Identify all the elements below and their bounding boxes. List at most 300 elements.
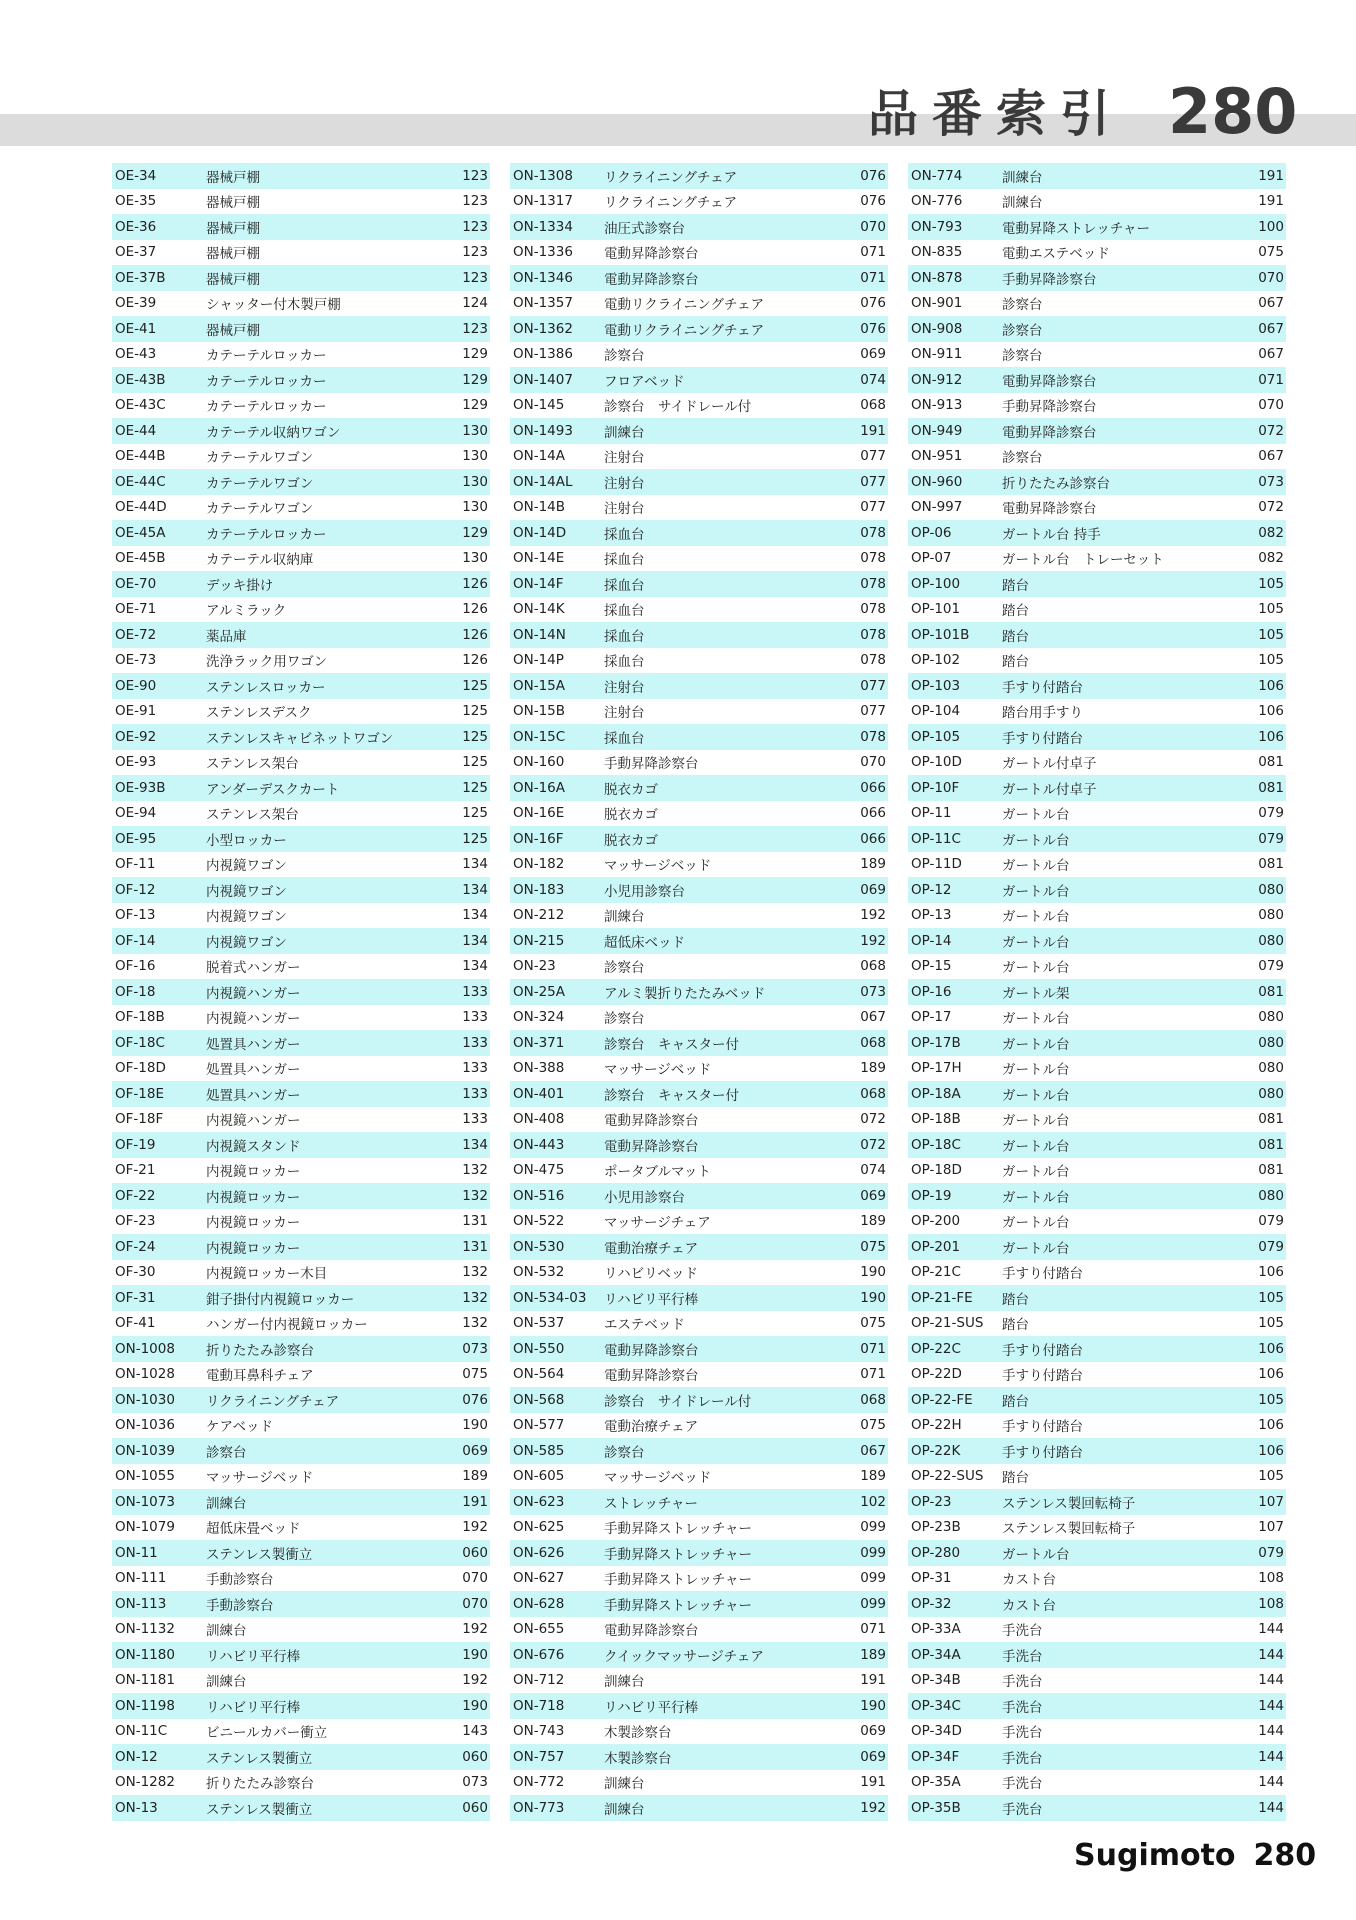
product-code: OE-37B <box>115 269 166 286</box>
index-row <box>908 571 1286 597</box>
product-name: 手洗台 <box>1002 1623 1043 1640</box>
product-code: OF-18D <box>115 1060 166 1077</box>
index-row <box>908 418 1286 444</box>
index-row <box>112 826 490 852</box>
product-code: ON-568 <box>513 1391 565 1408</box>
product-name: 内視鏡ワゴン <box>206 909 287 926</box>
product-name: 訓練台 <box>206 1623 247 1640</box>
product-name: 内視鏡ワゴン <box>206 934 287 951</box>
index-row <box>510 163 888 189</box>
page-ref: 077 <box>860 677 886 694</box>
page-ref: 079 <box>1258 958 1284 975</box>
product-name: 器械戸棚 <box>206 220 260 237</box>
index-row <box>112 444 490 470</box>
product-name: 手すり付踏台 <box>1002 730 1083 747</box>
product-name: ガートル台 <box>1002 1087 1070 1104</box>
index-row <box>112 1515 490 1541</box>
footer <box>1074 1838 1316 1873</box>
page-ref: 144 <box>1258 1723 1284 1740</box>
product-code: OP-18A <box>911 1085 961 1102</box>
page-ref: 144 <box>1258 1799 1284 1816</box>
page-ref: 107 <box>1258 1493 1284 1510</box>
index-row <box>112 877 490 903</box>
product-code: OP-200 <box>911 1213 961 1230</box>
product-name: 脱着式ハンガー <box>206 960 301 977</box>
page-title <box>868 78 1124 142</box>
product-code: ON-1407 <box>513 371 573 388</box>
index-row <box>908 1005 1286 1031</box>
product-code: OE-45A <box>115 524 166 541</box>
product-code: ON-388 <box>513 1060 565 1077</box>
product-code: ON-1181 <box>115 1672 175 1689</box>
page-ref: 068 <box>860 397 886 414</box>
index-row <box>908 469 1286 495</box>
product-code: OE-39 <box>115 295 157 312</box>
product-name: 採血台 <box>604 552 645 569</box>
product-code: ON-16A <box>513 779 566 796</box>
page-ref: 105 <box>1258 601 1284 618</box>
page-ref: 077 <box>860 703 886 720</box>
index-row <box>510 1183 888 1209</box>
product-code: OP-11 <box>911 805 952 822</box>
product-name: マッサージチェア <box>604 1215 711 1232</box>
index-row <box>112 189 490 215</box>
page-ref: 192 <box>462 1621 488 1638</box>
product-code: OP-14 <box>911 932 952 949</box>
product-code: OF-18C <box>115 1034 165 1051</box>
page-ref: 069 <box>860 1187 886 1204</box>
page-ref: 190 <box>860 1289 886 1306</box>
index-row <box>908 1642 1286 1668</box>
index-row <box>112 571 490 597</box>
product-name: 手動昇降ストレッチャー <box>604 1597 752 1614</box>
product-code: OE-45B <box>115 550 166 567</box>
product-name: 診察台 <box>1002 297 1043 314</box>
product-code: ON-23 <box>513 958 556 975</box>
product-name: 注射台 <box>604 705 645 722</box>
index-row <box>908 189 1286 215</box>
page-ref: 070 <box>860 218 886 235</box>
page-ref: 072 <box>1258 422 1284 439</box>
index-row <box>510 520 888 546</box>
product-code: ON-1346 <box>513 269 573 286</box>
index-row <box>510 546 888 572</box>
product-name: 油圧式診察台 <box>604 220 685 237</box>
index-row <box>510 240 888 266</box>
product-code: ON-537 <box>513 1315 565 1332</box>
index-row <box>112 801 490 827</box>
product-name: カテーテルワゴン <box>206 450 314 467</box>
product-code: ON-774 <box>911 167 963 184</box>
product-name: 採血台 <box>604 654 645 671</box>
page-ref: 107 <box>1258 1519 1284 1536</box>
index-row <box>908 954 1286 980</box>
product-name: 電動エステベッド <box>1002 246 1110 263</box>
page-ref: 069 <box>860 881 886 898</box>
product-code: ON-1198 <box>115 1697 175 1714</box>
product-code: OE-44D <box>115 499 167 516</box>
product-code: OP-22C <box>911 1340 961 1357</box>
product-code: ON-912 <box>911 371 963 388</box>
product-code: ON-1132 <box>115 1621 175 1638</box>
index-row <box>908 979 1286 1005</box>
product-code: ON-1180 <box>115 1646 175 1663</box>
index-row <box>908 163 1286 189</box>
page-ref: 125 <box>462 728 488 745</box>
index-row <box>510 1005 888 1031</box>
product-name: ガートル台 <box>1002 1062 1070 1079</box>
index-row <box>908 240 1286 266</box>
product-code: OP-16 <box>911 983 952 1000</box>
index-row <box>908 214 1286 240</box>
product-code: ON-516 <box>513 1187 565 1204</box>
product-name: 手すり付踏台 <box>1002 1444 1083 1461</box>
index-row <box>112 1642 490 1668</box>
page-ref: 060 <box>462 1748 488 1765</box>
product-name: マッサージベッド <box>604 858 712 875</box>
page-ref: 133 <box>462 1085 488 1102</box>
product-name: ガートル台 <box>1002 832 1070 849</box>
page-ref: 125 <box>462 830 488 847</box>
page-ref: 123 <box>462 244 488 261</box>
product-code: OE-34 <box>115 167 157 184</box>
product-code: OP-18D <box>911 1162 962 1179</box>
page-ref: 105 <box>1258 1391 1284 1408</box>
product-name: 診察台 キャスター付 <box>604 1087 739 1104</box>
product-name: ガートル台 <box>1002 1164 1070 1181</box>
product-name: カスト台 <box>1002 1597 1056 1614</box>
product-name: 電動昇降診察台 <box>1002 424 1097 441</box>
index-row <box>510 1362 888 1388</box>
index-row <box>908 1515 1286 1541</box>
index-row <box>908 1183 1286 1209</box>
page-ref: 074 <box>860 1162 886 1179</box>
index-row <box>510 367 888 393</box>
index-row <box>908 699 1286 725</box>
index-row <box>112 1260 490 1286</box>
page-ref: 071 <box>860 244 886 261</box>
product-name: デッキ掛け <box>206 577 274 594</box>
page-ref: 130 <box>462 448 488 465</box>
page-ref: 132 <box>462 1264 488 1281</box>
product-name: ステンレスロッカー <box>206 679 326 696</box>
product-code: OF-18E <box>115 1085 164 1102</box>
product-code: OE-72 <box>115 626 157 643</box>
product-name: 電動昇降診察台 <box>604 246 699 263</box>
footer-page-number: 280 <box>1253 1838 1317 1873</box>
index-row <box>510 750 888 776</box>
page-ref: 075 <box>860 1417 886 1434</box>
product-name: リハビリ平行棒 <box>604 1291 699 1308</box>
product-code: OE-37 <box>115 244 157 261</box>
product-code: ON-949 <box>911 422 963 439</box>
page-ref: 080 <box>1258 932 1284 949</box>
page-ref: 130 <box>462 499 488 516</box>
page-ref: 190 <box>860 1697 886 1714</box>
product-code: OE-90 <box>115 677 157 694</box>
page-ref: 192 <box>462 1672 488 1689</box>
index-row <box>908 622 1286 648</box>
index-row <box>908 928 1286 954</box>
index-row <box>112 1540 490 1566</box>
product-code: OP-103 <box>911 677 961 694</box>
header-page-number: 280 <box>1168 75 1298 148</box>
index-row <box>510 1642 888 1668</box>
product-code: ON-14N <box>513 626 566 643</box>
product-code: OP-11D <box>911 856 962 873</box>
product-name: 木製診察台 <box>604 1725 672 1742</box>
page-ref: 077 <box>860 499 886 516</box>
product-code: OE-71 <box>115 601 157 618</box>
product-code: OP-102 <box>911 652 961 669</box>
product-name: 訓練台 <box>604 909 645 926</box>
index-row <box>510 903 888 929</box>
product-code: OP-17 <box>911 1009 952 1026</box>
product-name: 脱衣カゴ <box>604 781 658 798</box>
page-ref: 134 <box>462 856 488 873</box>
page-ref: 073 <box>462 1774 488 1791</box>
index-row <box>510 597 888 623</box>
page-ref: 070 <box>462 1595 488 1612</box>
index-row <box>112 928 490 954</box>
product-code: OE-43C <box>115 397 166 414</box>
product-name: 器械戸棚 <box>206 195 260 212</box>
product-name: 訓練台 <box>206 1674 247 1691</box>
page-ref: 126 <box>462 601 488 618</box>
page-ref: 105 <box>1258 1468 1284 1485</box>
product-code: ON-1282 <box>115 1774 175 1791</box>
product-name: マッサージベッド <box>604 1470 712 1487</box>
product-name: 採血台 <box>604 577 645 594</box>
product-name: ガートル台 <box>1002 1240 1070 1257</box>
index-row <box>908 1056 1286 1082</box>
index-column-3 <box>908 163 1286 1821</box>
product-name: ガートル台 <box>1002 1113 1070 1130</box>
product-name: 手動昇降診察台 <box>1002 399 1097 416</box>
page-ref: 124 <box>462 295 488 312</box>
product-code: ON-532 <box>513 1264 565 1281</box>
product-name: ガートル台 持手 <box>1002 526 1101 543</box>
product-name: ガートル架 <box>1002 985 1070 1002</box>
page-ref: 132 <box>462 1315 488 1332</box>
index-row <box>112 1362 490 1388</box>
page-ref: 073 <box>860 983 886 1000</box>
index-row <box>112 1056 490 1082</box>
product-name: 超低床ベッド <box>604 934 685 951</box>
product-code: OP-23 <box>911 1493 952 1510</box>
index-row <box>112 724 490 750</box>
product-code: OP-07 <box>911 550 952 567</box>
product-code: ON-878 <box>911 269 963 286</box>
page-ref: 074 <box>860 371 886 388</box>
product-code: ON-14AL <box>513 473 573 490</box>
product-name: 折りたたみ診察台 <box>206 1342 314 1359</box>
product-code: ON-15C <box>513 728 566 745</box>
index-row <box>510 699 888 725</box>
product-name: 折りたたみ診察台 <box>1002 475 1110 492</box>
page-ref: 134 <box>462 1136 488 1153</box>
product-name: ガートル台 <box>1002 1546 1070 1563</box>
index-row <box>908 1413 1286 1439</box>
index-row <box>908 775 1286 801</box>
product-code: ON-1493 <box>513 422 573 439</box>
product-code: OP-34D <box>911 1723 962 1740</box>
page-ref: 099 <box>860 1595 886 1612</box>
page-ref: 099 <box>860 1570 886 1587</box>
index-row <box>112 240 490 266</box>
product-name: 電動昇降診察台 <box>604 1623 699 1640</box>
page-ref: 126 <box>462 652 488 669</box>
page-ref: 067 <box>860 1009 886 1026</box>
index-row <box>112 1005 490 1031</box>
index-row <box>908 903 1286 929</box>
page-ref: 144 <box>1258 1621 1284 1638</box>
page-ref: 144 <box>1258 1774 1284 1791</box>
product-name: ガートル台 <box>1002 883 1070 900</box>
index-row <box>112 750 490 776</box>
page-ref: 191 <box>1258 193 1284 210</box>
product-name: 訓練台 <box>604 1776 645 1793</box>
product-code: ON-627 <box>513 1570 565 1587</box>
product-name: カテーテルロッカー <box>206 526 327 543</box>
product-name: リハビリベッド <box>604 1266 698 1283</box>
product-name: 訓練台 <box>604 1674 645 1691</box>
product-code: ON-655 <box>513 1621 565 1638</box>
product-code: OF-41 <box>115 1315 156 1332</box>
product-code: OE-93 <box>115 754 157 771</box>
product-code: ON-712 <box>513 1672 565 1689</box>
product-name: シャッター付木製戸棚 <box>206 297 341 314</box>
product-name: アンダーデスクカート <box>206 781 340 798</box>
product-name: 手洗台 <box>1002 1648 1043 1665</box>
page-ref: 189 <box>860 1060 886 1077</box>
product-code: OF-18B <box>115 1009 165 1026</box>
product-name: 踏台 <box>1002 628 1029 645</box>
index-row <box>510 1209 888 1235</box>
index-row <box>112 775 490 801</box>
page-ref: 076 <box>860 193 886 210</box>
page-ref: 133 <box>462 1009 488 1026</box>
product-name: 踏台 <box>1002 603 1029 620</box>
product-code: OF-21 <box>115 1162 156 1179</box>
page-ref: 069 <box>860 1723 886 1740</box>
index-row <box>908 1489 1286 1515</box>
product-code: OE-44 <box>115 422 157 439</box>
product-code: ON-14E <box>513 550 565 567</box>
index-row <box>908 1107 1286 1133</box>
page-ref: 105 <box>1258 1289 1284 1306</box>
product-name: ガートル台 <box>1002 858 1070 875</box>
product-name: ガートル台 <box>1002 934 1070 951</box>
product-name: 訓練台 <box>1002 195 1043 212</box>
product-code: OF-31 <box>115 1289 156 1306</box>
product-code: OF-13 <box>115 907 156 924</box>
product-name: 踏台 <box>1002 1393 1029 1410</box>
page-ref: 192 <box>860 932 886 949</box>
page-ref: 106 <box>1258 728 1284 745</box>
product-name: 小型ロッカー <box>206 832 287 849</box>
index-row <box>908 1464 1286 1490</box>
index-row <box>510 1617 888 1643</box>
product-code: ON-14F <box>513 575 564 592</box>
product-name: リハビリ平行棒 <box>206 1648 301 1665</box>
product-name: 診察台 サイドレール付 <box>604 1393 752 1410</box>
product-code: OF-23 <box>115 1213 156 1230</box>
index-row <box>510 1081 888 1107</box>
index-row <box>112 1413 490 1439</box>
index-row <box>510 316 888 342</box>
page-ref: 129 <box>462 346 488 363</box>
page-ref: 126 <box>462 626 488 643</box>
page-ref: 106 <box>1258 1417 1284 1434</box>
index-row <box>112 1107 490 1133</box>
product-code: OP-22-FE <box>911 1391 973 1408</box>
index-row <box>510 1566 888 1592</box>
index-row <box>908 1362 1286 1388</box>
product-name: 訓練台 <box>1002 169 1043 186</box>
page-ref: 123 <box>462 320 488 337</box>
product-code: OF-11 <box>115 856 156 873</box>
page-ref: 077 <box>860 473 886 490</box>
page-ref: 189 <box>860 1646 886 1663</box>
page-ref: 134 <box>462 907 488 924</box>
product-code: ON-15A <box>513 677 566 694</box>
page-ref: 079 <box>1258 1213 1284 1230</box>
product-code: ON-11 <box>115 1544 158 1561</box>
product-code: OE-91 <box>115 703 157 720</box>
product-code: OP-101 <box>911 601 961 618</box>
product-code: ON-901 <box>911 295 963 312</box>
product-name: 踏台 <box>1002 654 1029 671</box>
page-ref: 189 <box>462 1468 488 1485</box>
index-row <box>908 1030 1286 1056</box>
product-name: ステンレスキャビネットワゴン <box>206 730 394 747</box>
page-ref: 070 <box>1258 269 1284 286</box>
index-row <box>510 1693 888 1719</box>
product-code: ON-14P <box>513 652 564 669</box>
product-code: OP-22D <box>911 1366 962 1383</box>
index-row <box>112 1744 490 1770</box>
index-row <box>510 1489 888 1515</box>
product-name: 採血台 <box>604 628 645 645</box>
product-code: ON-676 <box>513 1646 565 1663</box>
product-name: 踏台 <box>1002 577 1029 594</box>
index-row <box>908 1336 1286 1362</box>
index-row <box>112 1158 490 1184</box>
product-code: ON-626 <box>513 1544 565 1561</box>
index-row <box>112 1770 490 1796</box>
page-ref: 123 <box>462 167 488 184</box>
product-code: ON-776 <box>911 193 963 210</box>
page-ref: 070 <box>462 1570 488 1587</box>
page-ref: 071 <box>1258 371 1284 388</box>
index-row <box>112 954 490 980</box>
index-row <box>908 648 1286 674</box>
product-name: 電動昇降ストレッチャー <box>1002 220 1150 237</box>
page-ref: 133 <box>462 1060 488 1077</box>
index-row <box>510 1719 888 1745</box>
product-name: ハンガー付内視鏡ロッカー <box>206 1317 368 1334</box>
product-code: OF-14 <box>115 932 156 949</box>
product-code: ON-408 <box>513 1111 565 1128</box>
page-ref: 067 <box>1258 346 1284 363</box>
product-name: 内視鏡ロッカー <box>206 1189 301 1206</box>
product-name: 電動リクライニングチェア <box>604 297 765 314</box>
index-row <box>908 342 1286 368</box>
product-code: ON-997 <box>911 499 963 516</box>
product-name: 手動診察台 <box>206 1572 274 1589</box>
index-row <box>908 1311 1286 1337</box>
